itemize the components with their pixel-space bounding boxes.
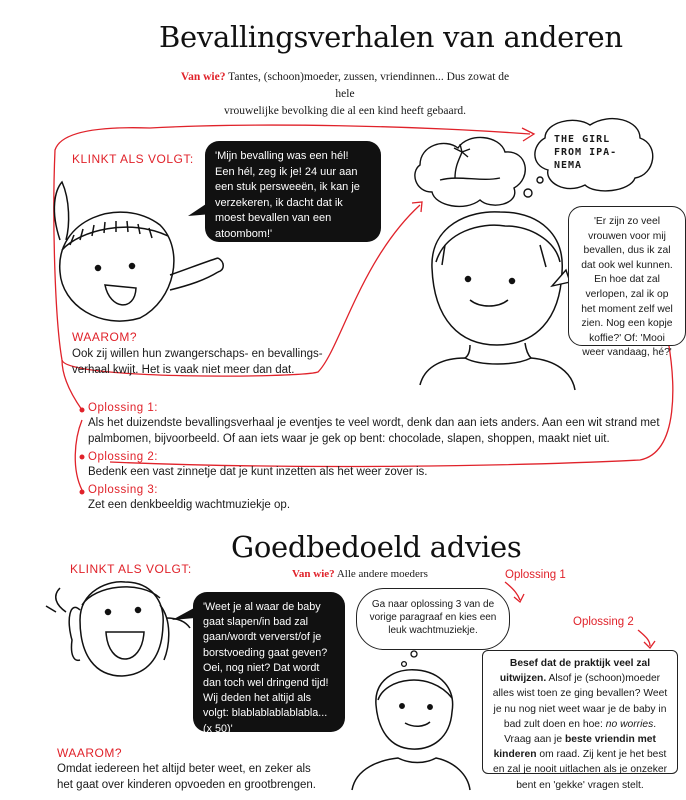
red-arrow-top: [150, 125, 530, 134]
section2-who-label: Van wie?: [292, 568, 335, 580]
section2-why-label: WAAROM?: [57, 746, 123, 760]
solution1-label: Oplossing 1:: [88, 402, 158, 414]
character-shouting-woman: [46, 582, 190, 676]
advice-box: [482, 650, 678, 791]
section1-why-label: WAAROM?: [72, 330, 138, 344]
section2-who: [292, 568, 428, 580]
solution2-text: Bedenk een vast zinnetje dat je kunt inzetten als het weer zover is.: [88, 466, 428, 478]
section1-who-text2: vrouwelijke bevolking die al een kind heeft gebaard.: [223, 105, 467, 117]
section1-why-text: Ook zij willen hun zwangerschaps- en bevallings- verhaal kwijt. Het is vaak niet meer dan dat.: [72, 348, 323, 376]
advice-italic: no worries: [605, 718, 654, 730]
section1-who-label: Van wie?: [180, 71, 226, 83]
advice-bold2: beste vriendin met kinderen: [493, 734, 656, 761]
section2-solution2-label: Oplossing 2: [573, 616, 634, 628]
solution3-text: Zet een denkbeeldig wachtmuziekje op.: [88, 499, 291, 511]
advice-text1: Alsof je (schoon)moeder alles wist toen ze ging bevallen? Weet je nu nog niet weet waar je de baby in bad zult doen en hoe:: [492, 673, 668, 730]
section1-solutions: [88, 402, 678, 513]
solution1-text: Als het duizendste bevallingsverhaal je eventjes te veel wordt, denk dan aan iets anders. Aan een wit strand met palmbomen, bijvoorbeeld. Of aan iets waar je gek op bent: chocolade, slapen, shoppen, maakt niet uit.: [88, 417, 660, 445]
advice-text2: . Vraag aan je: [504, 718, 657, 746]
character-calm-woman: [420, 212, 575, 390]
speech-bubble-3: 'Weet je al waar de baby gaat slapen/in bad zal gaan/wordt ververst/of je borstvoeding gaat geven? Oei, nog niet? Dat wordt dan toch wel dringend tijd! Wij deden het altijd als volgt: blablablablablabla... (x 50)': [193, 592, 345, 732]
section2-title: Goedbedoeld advies: [231, 530, 522, 564]
section1-who: [170, 69, 520, 120]
character-small-woman: [352, 670, 470, 790]
section1-who-text: Tantes, (schoon)moeder, zussen, vriendinnen... Dus zowat de hele: [225, 71, 510, 100]
speech-bubble-1: 'Mijn bevalling was een hél! Een hél, zeg ik je! 24 uur aan een stuk persweeën, ik kan je verzekeren, ik dacht dat ik moest bevallen van een atoombom!': [205, 141, 381, 242]
thought-cloud-palm: [415, 137, 543, 206]
advice-bold1: Besef dat de praktijk veel zal uitwijzen.: [499, 658, 651, 685]
section2-solution1-label: Oplossing 1: [505, 569, 566, 581]
thought-dots: [402, 651, 417, 666]
speech-tail-3: [172, 608, 195, 620]
section2-why-text: Omdat iedereen het altijd beter weet, en zeker als het gaat over kinderen opvoeden en grootbrengen.: [57, 763, 316, 791]
section1-sounds-label: KLINKT ALS VOLGT:: [72, 152, 194, 166]
section1-title: Bevallingsverhalen van anderen: [159, 20, 623, 54]
thought-cloud-advice: [356, 588, 510, 650]
speech-bubble-2: 'Er zijn zo veel vrouwen voor mij bevallen, dus ik zal dat ook wel kunnen. En hoe dat zal verlopen, zal ik op het moment zelf wel zien. Nog een kopje koffie?' Of: 'Mooi weer vandaag, hé?': [568, 206, 686, 346]
red-arrow-sol2-s2: [638, 630, 650, 646]
thought-advice-text: Ga naar oplossing 3 van de vorige paragraaf en kies een leuk wachtmuziekje.: [369, 599, 497, 636]
character-screaming-woman: [54, 182, 223, 321]
section2-who-text: Alle andere moeders: [334, 568, 428, 580]
solution3-label: Oplossing 3:: [88, 484, 158, 496]
thought-text-song: THE GIRL FROM IPA- NEMA: [554, 134, 618, 171]
advice-text3: om raad. Zij kent je het best en zal je nooit uitlachen als je onzeker bent en 'gekke' vragen stelt.: [492, 749, 667, 791]
section2-sounds-label: KLINKT ALS VOLGT:: [70, 562, 192, 576]
solution2-label: Oplossing 2:: [88, 451, 158, 463]
